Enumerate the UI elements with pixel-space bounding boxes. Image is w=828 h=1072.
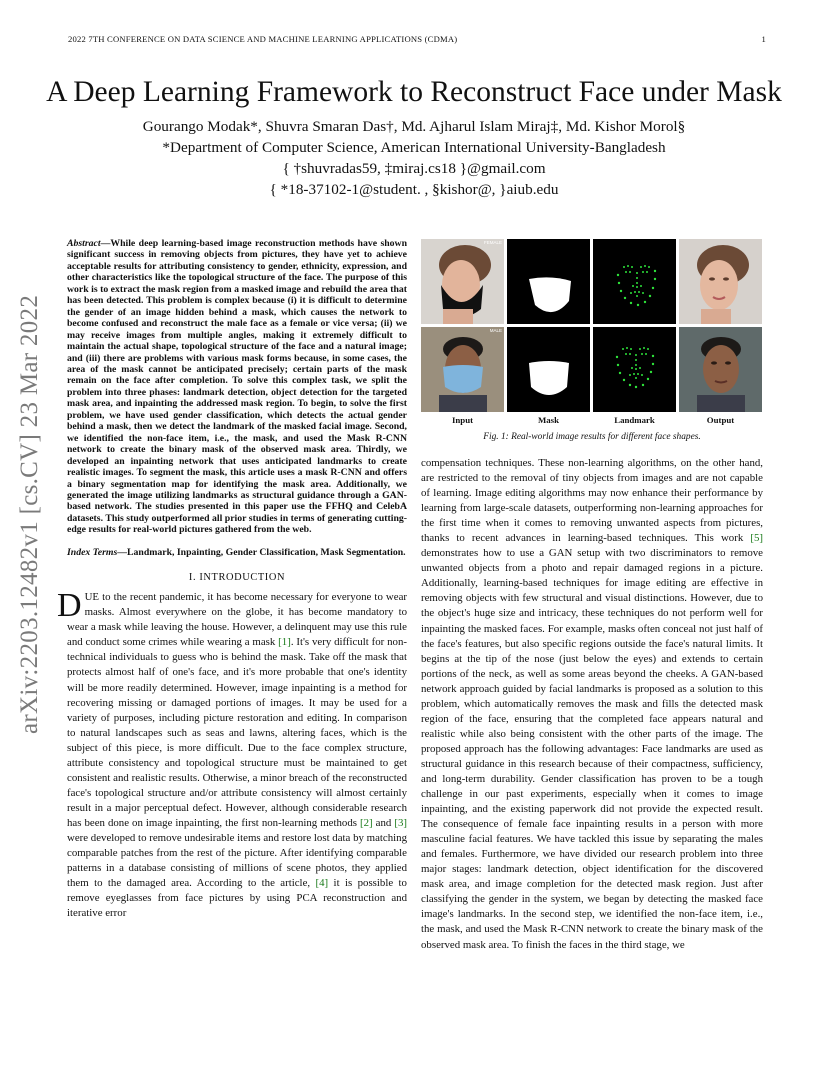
male-mask-image (507, 327, 590, 412)
page-number: 1 (761, 34, 766, 44)
citation-link[interactable]: [2] (359, 816, 373, 829)
figure-row-female (421, 239, 763, 324)
intro-text: and (372, 816, 395, 829)
intro-text: demonstrates how to use a GAN setup with two discriminators to remove unwanted objects from a photo and repair damaged regions in a picture. Additionally, learning-based techniques for image editing are effective in removing objects with few structural and visual distinctions. However, due to the object's huge size and intricacy, these techniques do not perform well for inpainting the masked faces. For example, masks often conceal not just half of the face's features, but also specific regions outside the face's natural limits. It begins at the tip of the nose (just below the eyes) and extends to certain portions of the neck, as well as some areas beyond the cheeks. A GAN-based network approach guided by facial landmarks is proposed as a solution to this problem, which automatically removes the mask and fills the detected mask region of the face, ensuring that the completed face appears natural and realistic while also being consistent with the other parts of the image. The proposed approach has the following advantages: Face landmarks are used as structural guidance in this research because of their compactness, sufficiency, and long-term durability. Gender classification has proven to be a tough challenge in our past experiments, especially when it comes to image inpainting, and the existing paperwork did not provide the expected result. The consequence of female face inpainting results in a person with more masculine facial features. We have tackled this issue by separating the males and females. Furthermore, we have divided our research problem into three major stages: landmark detection, object identification for the discovered mask area, and image completion for the detected mask region. Just after classifying the gender in the system, we began by detecting the masked face image's landmarks. In the second step, we identified the non-face item, i.e., the mask, and used the Mask R-CNN network to create the binary mask of the observed mask area. To finish the faces in the third stage, we (421, 547, 763, 951)
col-label-input: Input (451, 415, 474, 425)
col-label-output: Output (706, 415, 735, 425)
female-output-photo (679, 239, 762, 324)
row-tag-female: FEMALE (483, 240, 502, 245)
figure-1 (421, 239, 763, 442)
right-column (421, 456, 763, 953)
index-terms-text: —Landmark, Inpainting, Gender Classification, Mask Segmentation. (117, 546, 406, 558)
citation-link[interactable]: [3] (394, 816, 407, 829)
citation-link[interactable]: [4] (315, 877, 329, 890)
running-header (68, 34, 766, 44)
author-affiliation: *Department of Computer Science, American International University-Bangladesh (162, 139, 666, 156)
abstract-label: Abstract (67, 238, 101, 249)
figure-caption: Fig. 1: Real-world image results for different face shapes. (483, 432, 701, 442)
col-label-landmark: Landmark (614, 415, 655, 425)
figure-row-male (421, 327, 763, 412)
male-landmark-image (593, 327, 676, 412)
author-block (0, 116, 828, 200)
figure-column-labels (421, 415, 763, 425)
intro-paragraph (57, 587, 407, 921)
abstract-text: —While deep learning-based image reconstruction methods have shown significant success in removing objects from pictures, they have yet to achieve acceptable results for attributing consistency to gender, ethnicity, expression, and other characteristics like the topological structure of the face. The purpose of this work is to extract the mask region from a masked image and rebuild the area that has been detected. This problem is complex because (i) it is difficult to determine the gender of an image hidden behind a mask, which causes the network to become confused and reconstruct the male face as a female or vice versa; (ii) we may receive images from multiple angles, making it extremely difficult to maintain the actual shape, topological structure of the face and a natural image; and (iii) there are problems with various mask forms because, in some cases, the area of the mask cannot be anticipated precisely; certain parts of the mask remain on the face after completion. To solve this complex task, we split the problem into three phases: landmark detection, object detection for the targeted mask area, and inpainting the addressed mask region. To begin, to solve the first problem, we have used gender classification, which detects the actual gender behind a mask, then we detect the landmark of the masked facial image. Second, we identified the non-face item, i.e., the mask, and used the Mask R-CNN network to create the binary mask of the observed mask area. Thirdly, we developed an inpainting network that uses anticipated landmarks to create realistic images. To segment the mask, this article uses a mask R-CNN and offers a binary segmentation map for identifying the mask area. Additionally, we generated the image utilizing landmarks as structural guidance through a GAN-based network. The studies presented in this paper use the FFHQ and CelebA datasets. This study outperformed all prior studies in terms of generating cutting-edge results for real-world pictures gathered from the web. (67, 238, 407, 536)
section-heading-introduction: I. INTRODUCTION (188, 572, 286, 584)
drop-cap: D (57, 587, 82, 625)
author-names: Gourango Modak*, Shuvra Smaran Das†, Md. Ajharul Islam Miraj‡, Md. Kishor Morol§ (142, 118, 686, 135)
intro-text: . It's very difficult for non-technical individuals to guess who is behind the mask. Take off the mask that protects almost half of one's face, and it's more probable that one's identity will be more readily determined. However, image inpainting is a method for recovering missing or damaged portions of images. It may be used for a variety of purposes, including picture restoration and editing. In comparison to natural landscapes such as seas and lawns, altering faces, which is the subject of this piece, is more difficult. Due to the face complex structure, attribute consistency and topological structure must be maintained to get consistent and realistic results. Otherwise, a minor breach of the reconstructed face's topological structure and/or attribute consistency will almost certainly result in a major perceptual defect. However, although considerable research has been done on image inpainting, the first non-learning methods (67, 636, 407, 829)
citation-link[interactable]: [5] (750, 532, 763, 545)
intro-text: it is possible to remove eyeglasses from face pictures by using PCA reconstruction and iterative error (67, 877, 407, 920)
conference-name: 2022 7TH CONFERENCE ON DATA SCIENCE AND MACHINE LEARNING APPLICATIONS (CDMA) (68, 34, 458, 44)
author-emails-aiub: { *18-37102-1@student. , §kishor@, }aiub.edu (269, 181, 559, 198)
intro-text: UE to the recent pandemic, it has become necessary for everyone to wear masks. Almost everywhere on the globe, it has become mandatory to wear a mask while leaving the house. However, a delinquent may use this rule and conduct some crimes while wearing a mask (67, 591, 407, 649)
col-label-mask: Mask (537, 415, 560, 425)
paper-title: A Deep Learning Framework to Reconstruct Face under Mask (46, 76, 782, 108)
author-emails-gmail: { †shuvradas59, ‡miraj.cs18 }@gmail.com (282, 160, 546, 177)
male-output-photo (679, 327, 762, 412)
arxiv-stamp: arXiv:2203.12482v1 [cs.CV] 23 Mar 2022 (16, 294, 43, 734)
intro-text: were developed to remove undesirable items and restore lost data by matching comparable patches from the rest of the picture. After identifying comparable patterns in a database consisting of millions of scene photos, they applied them to the damaged area. According to the article, (67, 831, 407, 890)
female-input-photo (421, 239, 504, 324)
abstract (67, 238, 407, 536)
male-input-photo (421, 327, 504, 412)
female-landmark-image (593, 239, 676, 324)
intro-paragraph-continued (421, 456, 763, 953)
intro-text: compensation techniques. These non-learning algorithms, on the other hand, are restricted to the removal of tiny objects from images and are not capable of learning. Image editing algorithms may now enhance their performance by learning from large-scale datasets, outperforming non-learning approaches for the first time when it comes to removing unwanted aspects from pictures, thanks to recent advances in learning-based techniques. This work (421, 457, 763, 545)
index-terms-label: Index Terms (67, 546, 118, 558)
left-column (57, 238, 407, 921)
row-tag-male: MALE (489, 328, 502, 333)
index-terms (67, 547, 407, 558)
female-mask-image (507, 239, 590, 324)
citation-link[interactable]: [1] (278, 636, 291, 649)
